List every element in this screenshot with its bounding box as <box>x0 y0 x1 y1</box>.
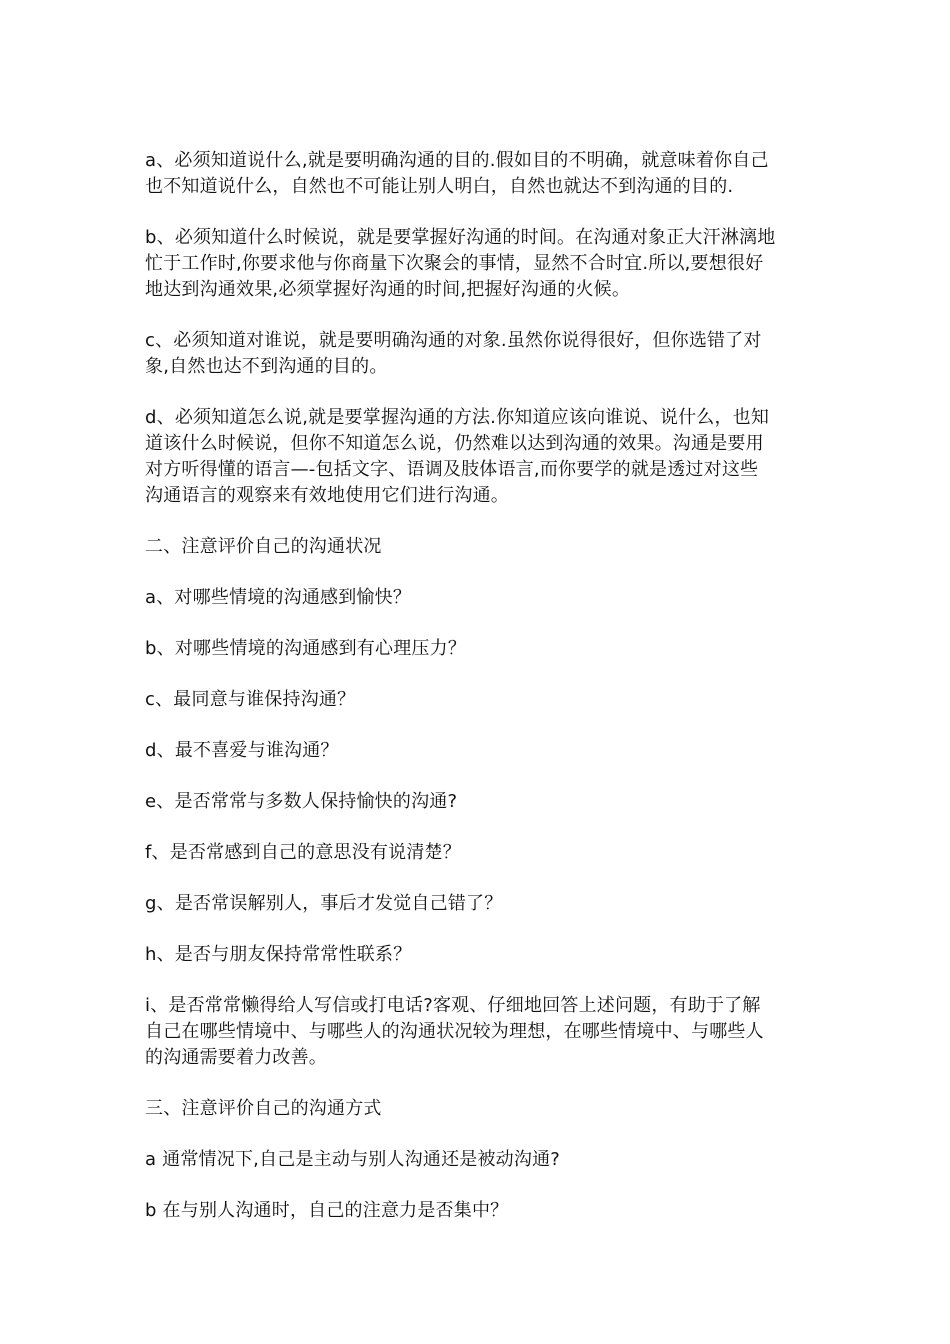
document-body <box>145 148 810 1249</box>
question-i <box>145 993 810 1071</box>
heading-text: 二、注意评价自己的沟通状况 <box>145 536 382 557</box>
paragraph-d-how-to-say <box>145 405 810 509</box>
text-line: c、最同意与谁保持沟通？ <box>145 689 356 710</box>
text-line: b、必须知道什么时候说，就是要掌握好沟通的时间。在沟通对象正大汗淋漓地 <box>145 227 776 248</box>
question-e <box>145 789 810 815</box>
question-d <box>145 738 810 764</box>
question-g <box>145 891 810 917</box>
text-line: 忙于工作时,你要求他与你商量下次聚会的事情，显然不合时宜.所以,要想很好 <box>145 253 764 274</box>
section-heading-3 <box>145 1096 810 1122</box>
text-line: f、是否常感到自己的意思没有说清楚？ <box>145 842 461 863</box>
text-line: b、对哪些情境的沟通感到有心理压力？ <box>145 638 467 659</box>
text-line: g、是否常误解别人，事后才发觉自己错了？ <box>145 893 503 914</box>
section-heading-2 <box>145 534 810 560</box>
text-line: a、对哪些情境的沟通感到愉快？ <box>145 587 412 608</box>
heading-text: 三、注意评价自己的沟通方式 <box>145 1098 382 1119</box>
text-line: 也不知道说什么，自然也不可能让别人明白，自然也就达不到沟通的目的. <box>145 176 734 197</box>
question-h <box>145 942 810 968</box>
question-a <box>145 585 810 611</box>
question-b <box>145 636 810 662</box>
paragraph-a-what-to-say <box>145 148 810 200</box>
text-line: a、必须知道说什么,就是要明确沟通的目的.假如目的不明确，就意味着你自己 <box>145 150 769 171</box>
text-line: 地达到沟通效果,必须掌握好沟通的时间,把握好沟通的火候。 <box>145 279 631 300</box>
paragraph-c-whom-to-say <box>145 328 810 380</box>
text-line: d、最不喜爱与谁沟通？ <box>145 740 339 761</box>
text-line: 道该什么时候说，但你不知道怎么说，仍然难以达到沟通的效果。沟通是要用 <box>145 433 764 454</box>
paragraph-b-when-to-say <box>145 225 810 303</box>
text-line: 对方听得懂的语言—-包括文字、语调及肢体语言,而你要学的就是透过对这些 <box>145 459 759 480</box>
text-line: 象,自然也达不到沟通的目的。 <box>145 356 388 377</box>
question-c <box>145 687 810 713</box>
text-line: b 在与别人沟通时，自己的注意力是否集中？ <box>145 1200 509 1221</box>
text-line: e、是否常常与多数人保持愉快的沟通? <box>145 791 458 812</box>
text-line: a 通常情况下,自己是主动与别人沟通还是被动沟通? <box>145 1149 561 1170</box>
text-line: c、必须知道对谁说，就是要明确沟通的对象.虽然你说得很好，但你选错了对 <box>145 330 762 351</box>
text-line: d、必须知道怎么说,就是要掌握沟通的方法.你知道应该向谁说、说什么，也知 <box>145 407 770 428</box>
text-line: 沟通语言的观察来有效地使用它们进行沟通。 <box>145 485 509 506</box>
question-f <box>145 840 810 866</box>
method-question-a <box>145 1147 810 1173</box>
text-line: i、是否常常懒得给人写信或打电话?客观、仔细地回答上述问题，有助于了解 <box>145 995 761 1016</box>
text-line: 的沟通需要着力改善。 <box>145 1047 327 1068</box>
method-question-b <box>145 1198 810 1224</box>
text-line: h、是否与朋友保持常常性联系？ <box>145 944 412 965</box>
text-line: 自己在哪些情境中、与哪些人的沟通状况较为理想，在哪些情境中、与哪些人 <box>145 1021 764 1042</box>
